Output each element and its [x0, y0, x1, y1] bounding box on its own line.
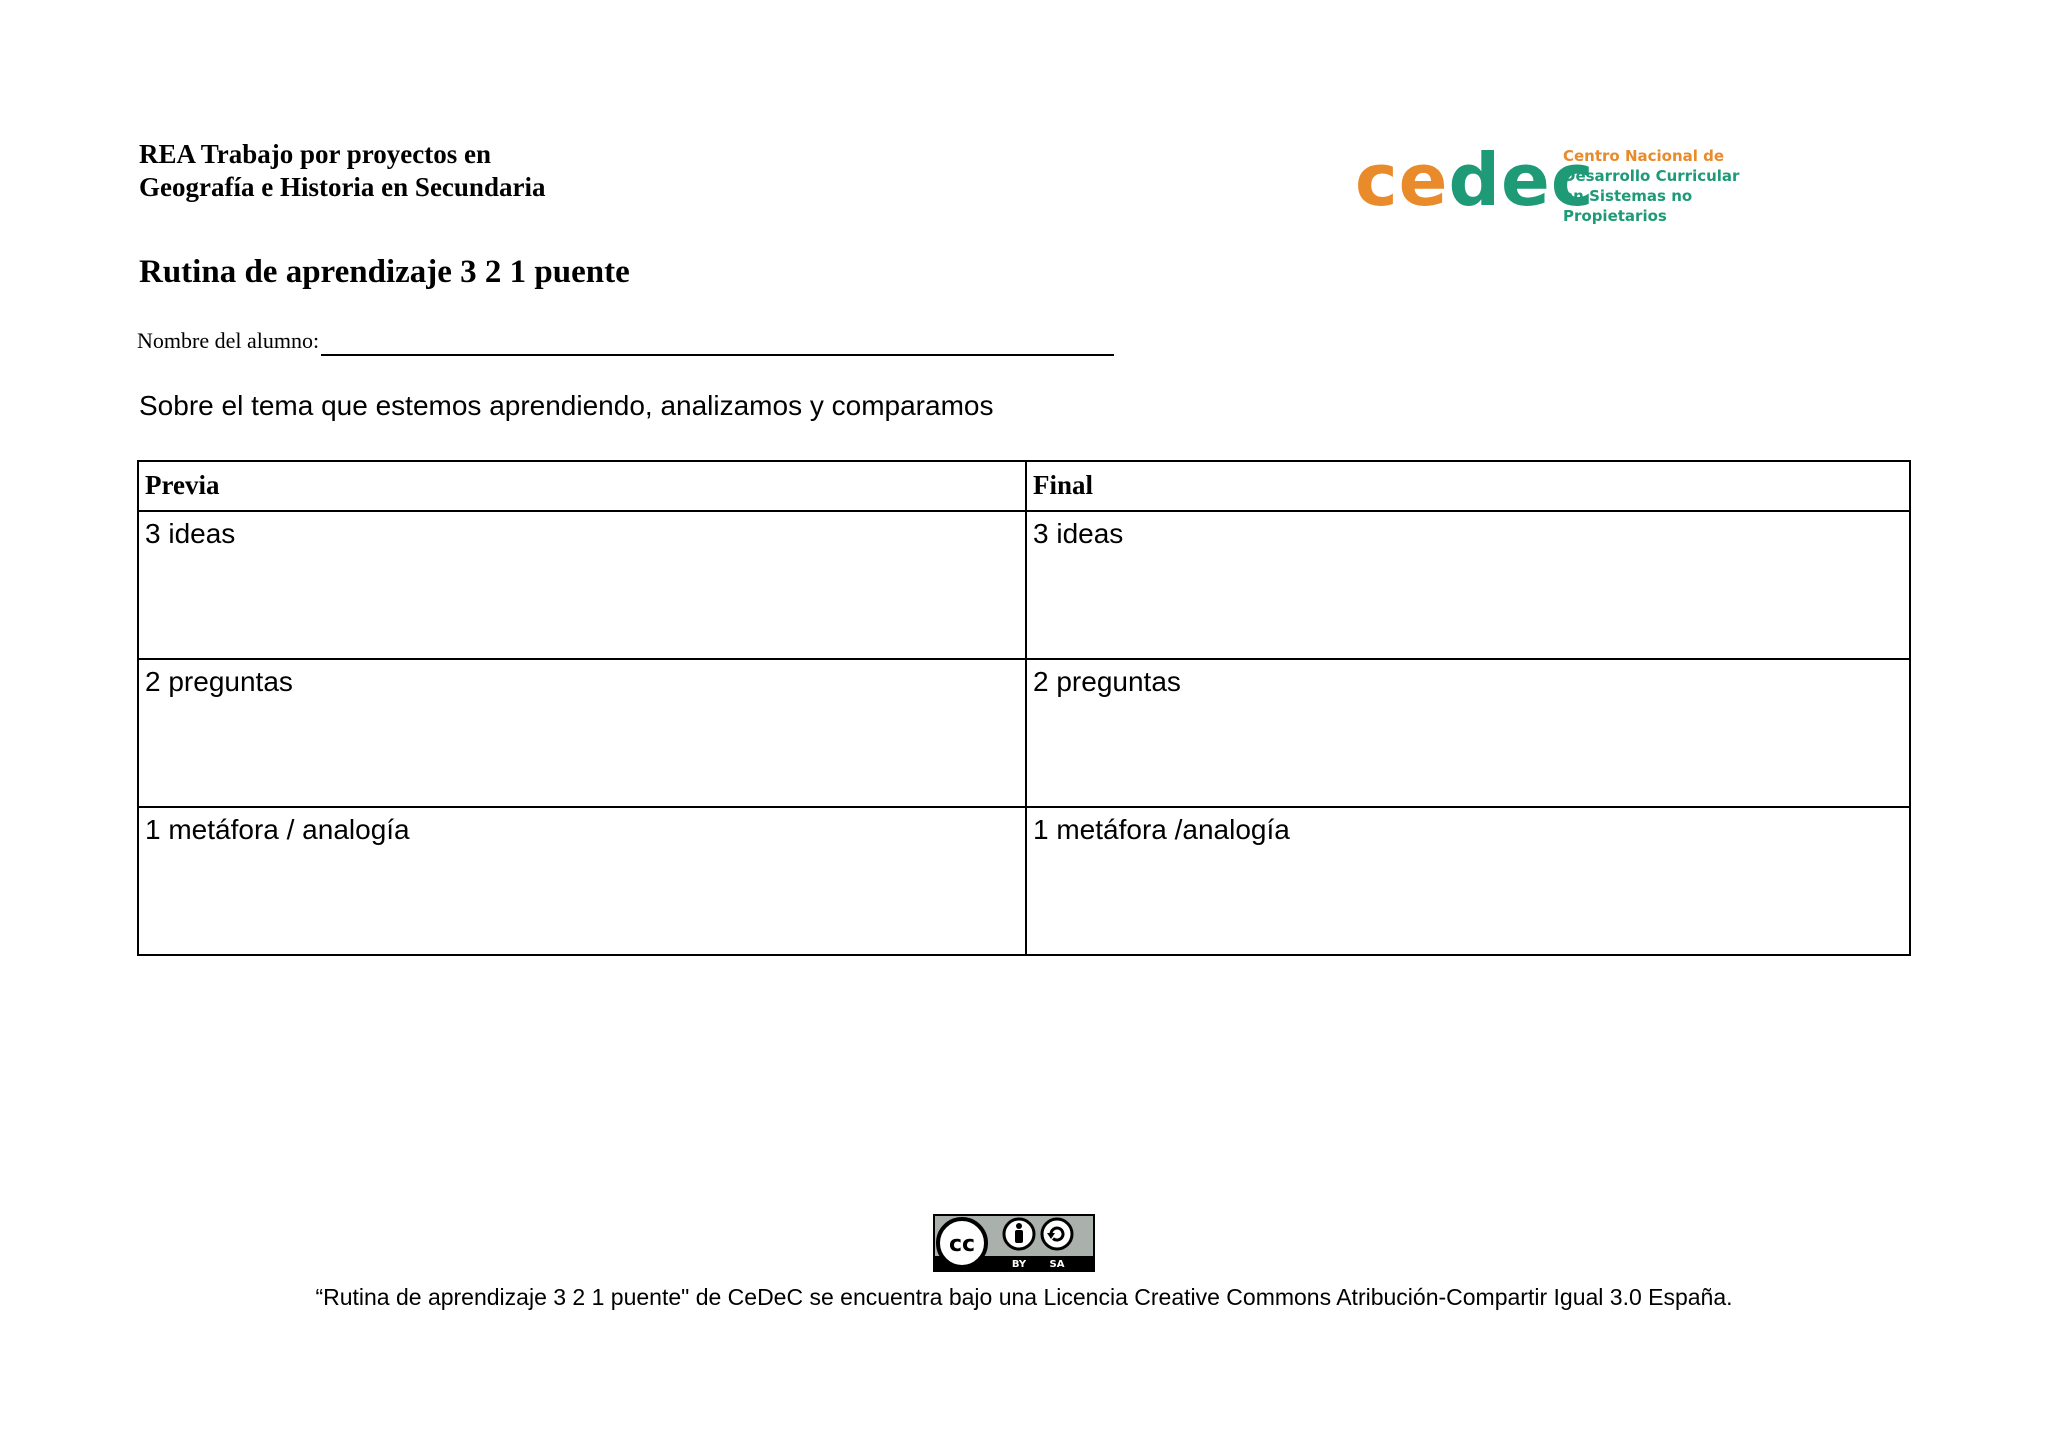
header-line-2: Geografía e Historia en Secundaria: [139, 172, 546, 202]
table-header-row: [138, 461, 1910, 511]
cell-previa-metafora[interactable]: 1 metáfora / analogía: [138, 807, 1026, 955]
cedec-logo-ce: ce: [1355, 138, 1449, 222]
cedec-logo: [1355, 138, 1775, 225]
intro-text: Sobre el tema que estemos aprendiendo, analizamos y comparamos: [139, 390, 994, 421]
table-row: [138, 807, 1910, 955]
table-row: [138, 511, 1910, 659]
header-final: Final: [1026, 461, 1910, 511]
routine-table: [137, 460, 1911, 956]
cedec-logo-wordmark: [1355, 140, 1595, 220]
table-row: [138, 659, 1910, 807]
cedec-logo-subtitle: [1563, 146, 1775, 226]
cc-badge-by-label: BY: [1011, 1259, 1027, 1270]
cedec-logo-dec: dec: [1448, 138, 1595, 222]
cc-badge-graphic: [933, 1214, 1095, 1272]
cc-icon: [938, 1219, 986, 1267]
document-header: [139, 138, 545, 204]
cell-previa-ideas[interactable]: 3 ideas: [138, 511, 1026, 659]
cc-license-badge[interactable]: [933, 1214, 1095, 1272]
page-title: Rutina de aprendizaje 3 2 1 puente: [139, 254, 630, 290]
cell-final-metafora[interactable]: 1 metáfora /analogía: [1026, 807, 1910, 955]
sa-icon: [1042, 1219, 1072, 1249]
license-text: “Rutina de aprendizaje 3 2 1 puente" de CeDeC se encuentra bajo una Licencia Creative Commons Atribución-Compartir Igual 3.0 España.: [315, 1284, 1733, 1310]
cell-final-ideas[interactable]: 3 ideas: [1026, 511, 1910, 659]
cell-final-preguntas[interactable]: 2 preguntas: [1026, 659, 1910, 807]
header-line-1: REA Trabajo por proyectos en: [139, 139, 492, 169]
student-name-field: [137, 326, 1114, 356]
logo-sub-line-3: en Sistemas no Propietarios: [1563, 187, 1693, 225]
student-name-label: Nombre del alumno:: [137, 328, 320, 353]
student-name-blank[interactable]: [321, 328, 1114, 356]
cc-badge-sa-label: SA: [1049, 1259, 1065, 1270]
by-icon: [1004, 1219, 1034, 1249]
logo-sub-line-1: Centro Nacional de: [1563, 147, 1725, 165]
logo-sub-line-2: Desarrollo Curricular: [1563, 167, 1740, 185]
cell-previa-preguntas[interactable]: 2 preguntas: [138, 659, 1026, 807]
svg-text:cc: cc: [948, 1232, 976, 1257]
header-previa: Previa: [138, 461, 1026, 511]
